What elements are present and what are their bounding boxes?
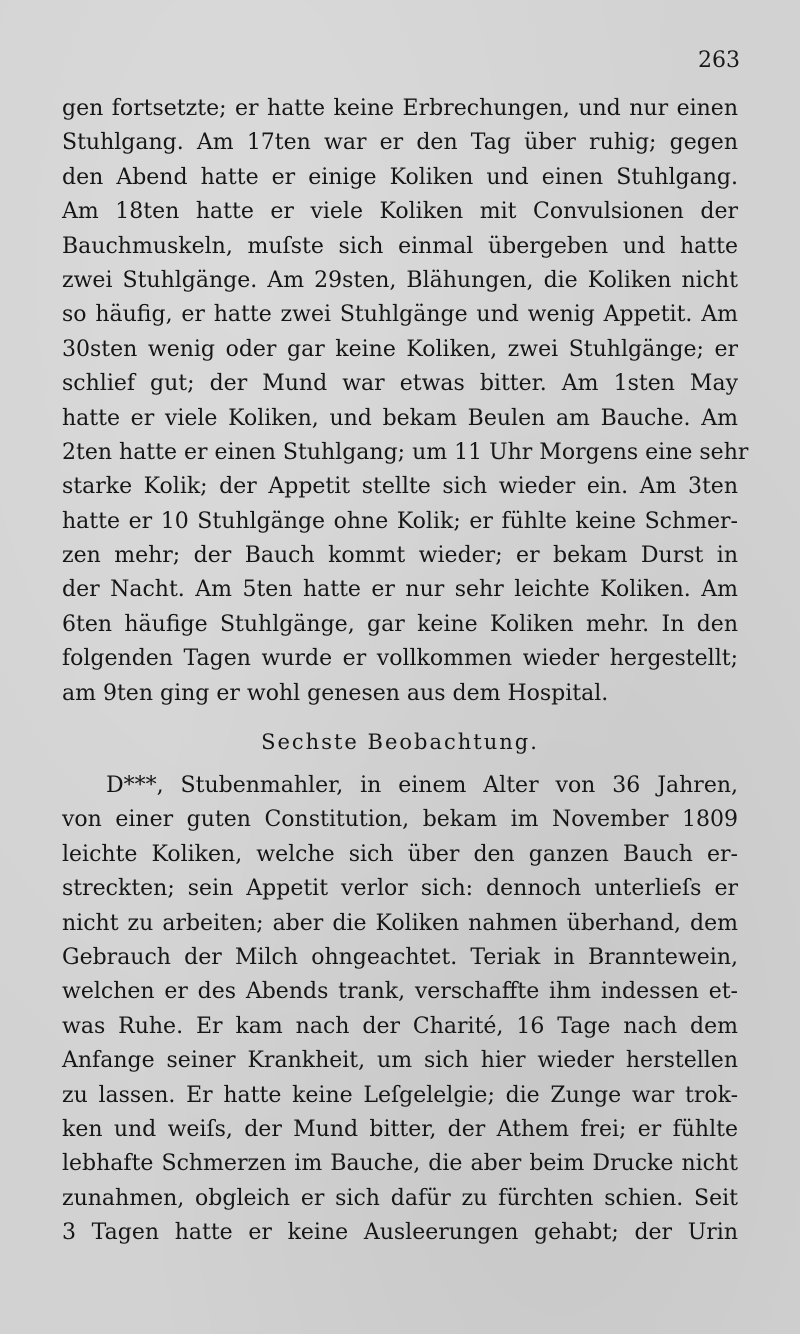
text-line: Bauchmuskeln, muſste sich einmal übergeben und hatte — [62, 233, 738, 259]
section-heading: Sechste Beobachtung. — [261, 730, 539, 755]
text-line: folgenden Tagen wurde er vollkommen wieder hergestellt; — [62, 646, 738, 672]
text-line: nicht zu arbeiten; aber die Koliken nahmen überhand, dem — [62, 910, 738, 936]
text-line: 3 Tagen hatte er keine Ausleerungen gehabt; der Urin — [62, 1220, 738, 1246]
text-line: Gebrauch der Milch ohngeachtet. Teriak in Branntewein, — [62, 944, 738, 970]
text-line: der Nacht. Am 5ten hatte er nur sehr leichte Koliken. Am — [62, 577, 738, 603]
text-line: 6ten häufige Stuhlgänge, gar keine Koliken mehr. In den — [62, 611, 738, 637]
text-line: gen fortsetzte; er hatte keine Erbrechungen, und nur einen — [62, 96, 738, 121]
text-line: ken und weiſs, der Mund bitter, der Athem frei; er fühlte — [62, 1116, 738, 1142]
text-line: Anfange seiner Krankheit, um sich hier wieder herstellen — [62, 1048, 738, 1074]
text-line: hatte er 10 Stuhlgänge ohne Kolik; er fühlte keine Schmer- — [62, 508, 738, 534]
text-line: starke Kolik; der Appetit stellte sich wieder ein. Am 3ten — [62, 474, 738, 500]
text-line: Stuhlgang. Am 17ten war er den Tag über ruhig; gegen — [62, 130, 738, 156]
text-line: zunahmen, obgleich er sich dafür zu fürchten schien. Seit — [62, 1185, 738, 1211]
text-line: zu lassen. Er hatte keine Leſgelelgie; die Zunge war trok- — [62, 1082, 738, 1108]
text-line: den Abend hatte er einige Koliken und einen Stuhlgang. — [62, 164, 738, 190]
text-line: lebhafte Schmerzen im Bauche, die aber beim Drucke nicht — [62, 1151, 738, 1177]
text-line: Am 18ten hatte er viele Koliken mit Convulsionen der — [62, 199, 738, 225]
text-line: leichte Koliken, welche sich über den ganzen Bauch er- — [62, 841, 738, 867]
paragraph-observation-end — [62, 92, 749, 711]
text-line: am 9ten ging er wohl genesen aus dem Hospital. — [62, 680, 609, 706]
text-line: 2ten hatte er einen Stuhlgang; um 11 Uhr Morgens eine sehr — [62, 439, 749, 465]
text-line: was Ruhe. Er kam nach der Charité, 16 Tage nach dem — [62, 1013, 738, 1039]
text-line: streckten; sein Appetit verlor sich: dennoch unterlieſs er — [62, 876, 738, 902]
text-line: so häufig, er hatte zwei Stuhlgänge und wenig Appetit. Am — [62, 302, 738, 328]
text-line: welchen er des Abends trank, verschaffte ihm indessen et- — [62, 979, 738, 1005]
text-line: D***, Stubenmahler, in einem Alter von 36 Jahren, — [106, 773, 738, 799]
text-line: zen mehr; der Bauch kommt wieder; er bekam Durst in — [62, 543, 738, 569]
text-line: zwei Stuhlgänge. Am 29sten, Blähungen, die Koliken nicht — [62, 267, 738, 293]
text-line: schlief gut; der Mund war etwas bitter. Am 1sten May — [62, 371, 738, 397]
paragraph-sixth-observation — [62, 769, 738, 1250]
body-text — [62, 92, 749, 1251]
text-line: 30sten wenig oder gar keine Koliken, zwei Stuhlgänge; er — [62, 336, 738, 362]
page-number: 263 — [698, 48, 740, 73]
text-line: hatte er viele Koliken, und bekam Beulen am Bauche. Am — [62, 405, 738, 431]
text-line: von einer guten Constitution, bekam im November 1809 — [62, 807, 738, 833]
